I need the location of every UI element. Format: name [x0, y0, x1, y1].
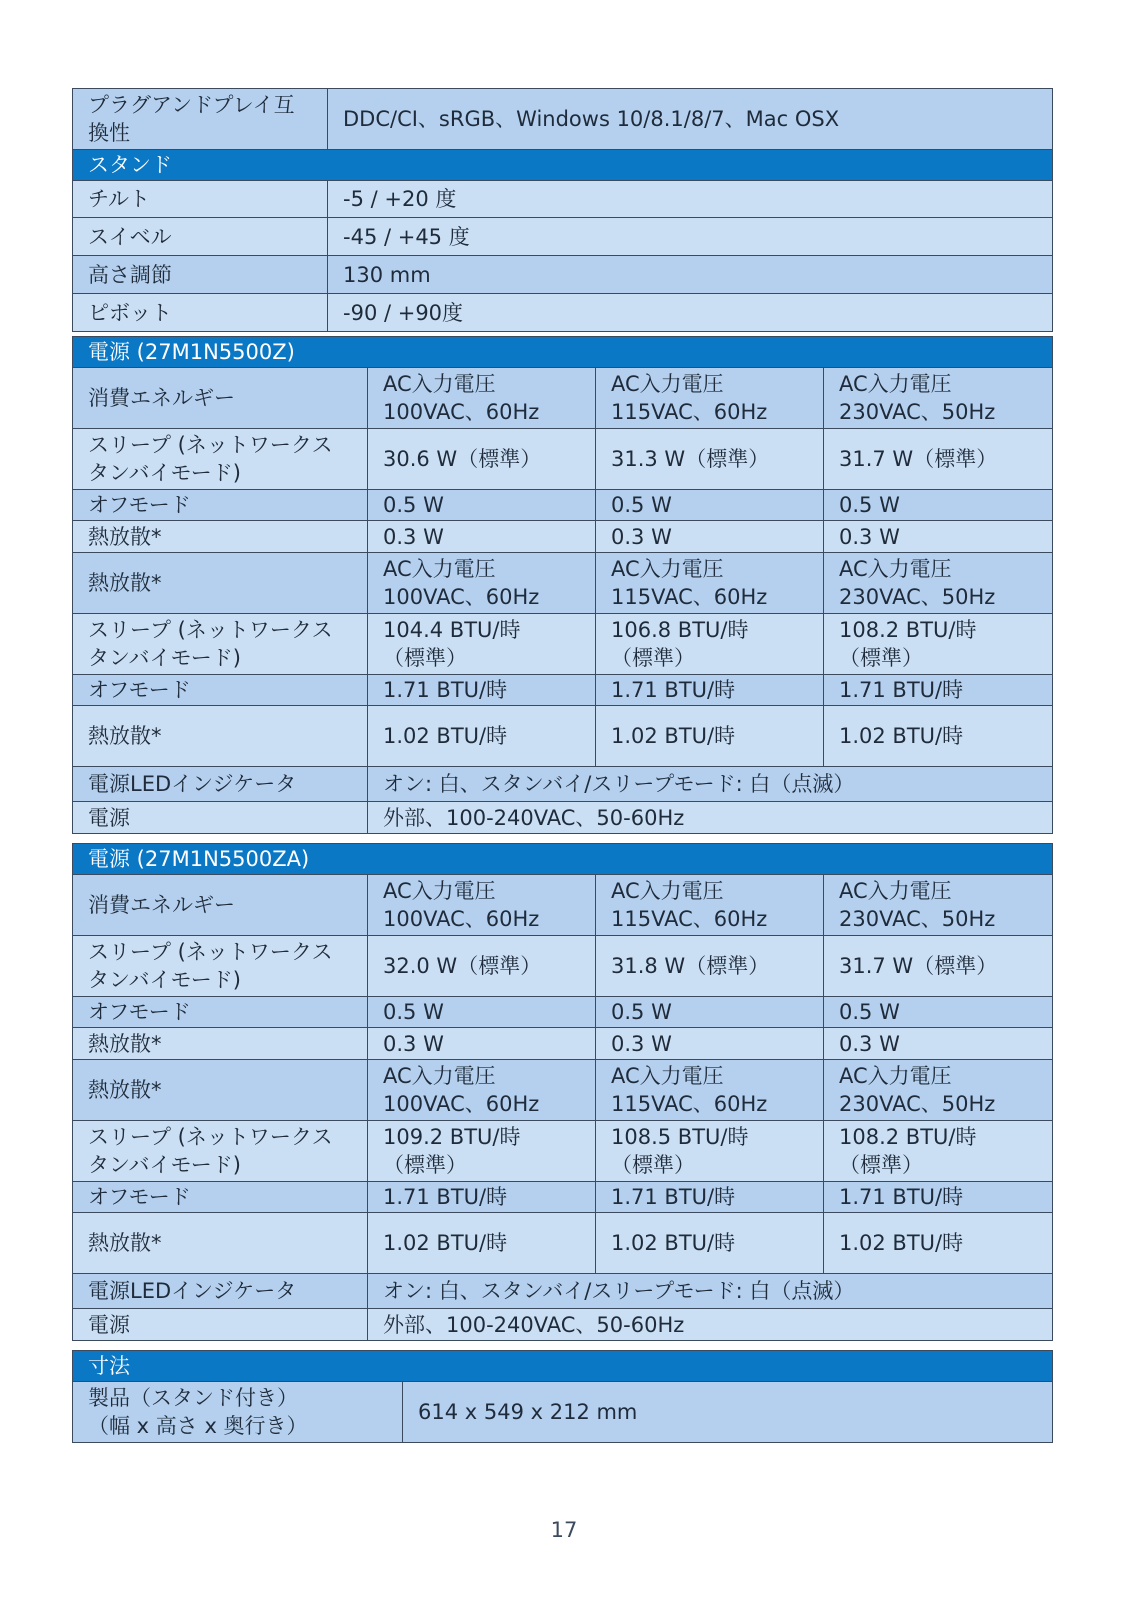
table-row: [73, 1182, 1053, 1213]
table-cell: 0.5 W: [596, 490, 824, 521]
power-z-table: [72, 336, 1053, 834]
row-label: オフモード: [73, 675, 368, 706]
table-cell: AC入力電圧 115VAC、60Hz: [596, 368, 824, 429]
table-cell: 31.7 W（標準）: [824, 936, 1053, 997]
page-number: 17: [550, 1518, 578, 1542]
section-title: 電源 (27M1N5500ZA): [73, 844, 1053, 875]
led-value: オン: 白、スタンバイ/スリープモード: 白（点滅）: [368, 1274, 1053, 1309]
table-cell: 1.02 BTU/時: [368, 706, 596, 767]
table-cell: 31.8 W（標準）: [596, 936, 824, 997]
table-cell: 0.5 W: [596, 997, 824, 1028]
supply-value: 外部、100-240VAC、50-60Hz: [368, 1309, 1053, 1341]
table-cell: AC入力電圧 230VAC、50Hz: [824, 1060, 1053, 1121]
row-label: チルト: [73, 181, 328, 218]
row-label: オフモード: [73, 997, 368, 1028]
row-label: 製品（スタンド付き） （幅 x 高さ x 奥行き）: [73, 1382, 403, 1443]
table-cell: 1.71 BTU/時: [596, 675, 824, 706]
table-cell: 1.71 BTU/時: [824, 1182, 1053, 1213]
table-cell: 1.02 BTU/時: [824, 706, 1053, 767]
table-cell: 1.02 BTU/時: [596, 1213, 824, 1274]
table-row: [73, 1028, 1053, 1060]
row-label: スリープ (ネットワークス タンバイモード): [73, 614, 368, 675]
section-header: [73, 337, 1053, 368]
table-cell: 0.3 W: [368, 1028, 596, 1060]
section-header: [73, 150, 1053, 181]
table-row: [73, 614, 1053, 675]
table-row: [73, 368, 1053, 429]
row-label: 熱放散*: [73, 521, 368, 553]
table-cell: 104.4 BTU/時 （標準）: [368, 614, 596, 675]
row-label: 電源LEDインジケータ: [73, 1274, 368, 1309]
row-label: 電源: [73, 802, 368, 834]
row-label: オフモード: [73, 1182, 368, 1213]
table-cell: 1.71 BTU/時: [368, 675, 596, 706]
table-row: [73, 256, 1053, 294]
table-cell: AC入力電圧 230VAC、50Hz: [824, 368, 1053, 429]
section-title: スタンド: [73, 150, 1053, 181]
led-value: オン: 白、スタンバイ/スリープモード: 白（点滅）: [368, 767, 1053, 802]
table-row: [73, 181, 1053, 218]
row-label: スリープ (ネットワークス タンバイモード): [73, 1121, 368, 1182]
table-cell: 0.5 W: [368, 997, 596, 1028]
table-cell: 31.7 W（標準）: [824, 429, 1053, 490]
table-cell: 108.2 BTU/時 （標準）: [824, 614, 1053, 675]
power-za-table: [72, 843, 1053, 1341]
table-row: [73, 1213, 1053, 1274]
section-title: 寸法: [73, 1351, 1053, 1382]
table-cell: 30.6 W（標準）: [368, 429, 596, 490]
row-label: 高さ調節: [73, 256, 328, 294]
table-cell: AC入力電圧 115VAC、60Hz: [596, 875, 824, 936]
table-cell: 0.3 W: [596, 521, 824, 553]
table-row: [73, 767, 1053, 802]
table-row: [73, 218, 1053, 256]
row-label: スイベル: [73, 218, 328, 256]
row-value: -5 / +20 度: [328, 181, 1053, 218]
table-row: [73, 1382, 1053, 1443]
row-value: -45 / +45 度: [328, 218, 1053, 256]
row-label: スリープ (ネットワークス タンバイモード): [73, 936, 368, 997]
table-cell: 1.02 BTU/時: [824, 1213, 1053, 1274]
row-label: オフモード: [73, 490, 368, 521]
table-row: [73, 521, 1053, 553]
table-cell: AC入力電圧 100VAC、60Hz: [368, 368, 596, 429]
table-cell: 0.3 W: [596, 1028, 824, 1060]
table-cell: 1.02 BTU/時: [368, 1213, 596, 1274]
table-row: [73, 706, 1053, 767]
table-row: [73, 294, 1053, 332]
section-header: [73, 1351, 1053, 1382]
table-cell: 1.71 BTU/時: [368, 1182, 596, 1213]
row-label: 消費エネルギー: [73, 875, 368, 936]
table-row: [73, 429, 1053, 490]
table-cell: 0.5 W: [824, 490, 1053, 521]
table-cell: AC入力電圧 100VAC、60Hz: [368, 1060, 596, 1121]
row-label: プラグアンドプレイ互 換性: [73, 89, 328, 150]
section-header: [73, 844, 1053, 875]
table-cell: 0.5 W: [368, 490, 596, 521]
table-row: [73, 1121, 1053, 1182]
table-cell: 31.3 W（標準）: [596, 429, 824, 490]
row-value: -90 / +90度: [328, 294, 1053, 332]
table-cell: 1.02 BTU/時: [596, 706, 824, 767]
stand-spec-table: [72, 88, 1053, 332]
row-value: 614 x 549 x 212 mm: [403, 1382, 1053, 1443]
table-cell: AC入力電圧 115VAC、60Hz: [596, 553, 824, 614]
table-row: [73, 490, 1053, 521]
table-row: [73, 553, 1053, 614]
row-label: 熱放散*: [73, 1213, 368, 1274]
row-label: 電源: [73, 1309, 368, 1341]
table-row: [73, 1060, 1053, 1121]
table-cell: 0.3 W: [824, 1028, 1053, 1060]
table-cell: 32.0 W（標準）: [368, 936, 596, 997]
table-cell: AC入力電圧 115VAC、60Hz: [596, 1060, 824, 1121]
table-cell: 109.2 BTU/時 （標準）: [368, 1121, 596, 1182]
table-row: [73, 802, 1053, 834]
table-cell: 108.5 BTU/時 （標準）: [596, 1121, 824, 1182]
row-value: 130 mm: [328, 256, 1053, 294]
table-row: [73, 675, 1053, 706]
table-cell: AC入力電圧 230VAC、50Hz: [824, 875, 1053, 936]
table-row: [73, 1309, 1053, 1341]
table-row: [73, 936, 1053, 997]
table-row: [73, 875, 1053, 936]
row-label: 熱放散*: [73, 706, 368, 767]
table-cell: AC入力電圧 100VAC、60Hz: [368, 875, 596, 936]
table-cell: 0.3 W: [368, 521, 596, 553]
table-cell: 1.71 BTU/時: [596, 1182, 824, 1213]
row-label: 熱放散*: [73, 1060, 368, 1121]
table-row: [73, 1274, 1053, 1309]
row-label: ピボット: [73, 294, 328, 332]
table-cell: AC入力電圧 100VAC、60Hz: [368, 553, 596, 614]
dimensions-table: [72, 1350, 1053, 1443]
table-cell: 108.2 BTU/時 （標準）: [824, 1121, 1053, 1182]
section-title: 電源 (27M1N5500Z): [73, 337, 1053, 368]
row-label: 熱放散*: [73, 553, 368, 614]
table-cell: 0.3 W: [824, 521, 1053, 553]
row-label: 熱放散*: [73, 1028, 368, 1060]
table-cell: 1.71 BTU/時: [824, 675, 1053, 706]
row-value: DDC/CI、sRGB、Windows 10/8.1/8/7、Mac OSX: [328, 89, 1053, 150]
table-cell: 0.5 W: [824, 997, 1053, 1028]
row-label: スリープ (ネットワークス タンバイモード): [73, 429, 368, 490]
table-cell: 106.8 BTU/時 （標準）: [596, 614, 824, 675]
row-label: 電源LEDインジケータ: [73, 767, 368, 802]
supply-value: 外部、100-240VAC、50-60Hz: [368, 802, 1053, 834]
table-cell: AC入力電圧 230VAC、50Hz: [824, 553, 1053, 614]
compat-row: [73, 89, 1053, 150]
row-label: 消費エネルギー: [73, 368, 368, 429]
table-row: [73, 997, 1053, 1028]
